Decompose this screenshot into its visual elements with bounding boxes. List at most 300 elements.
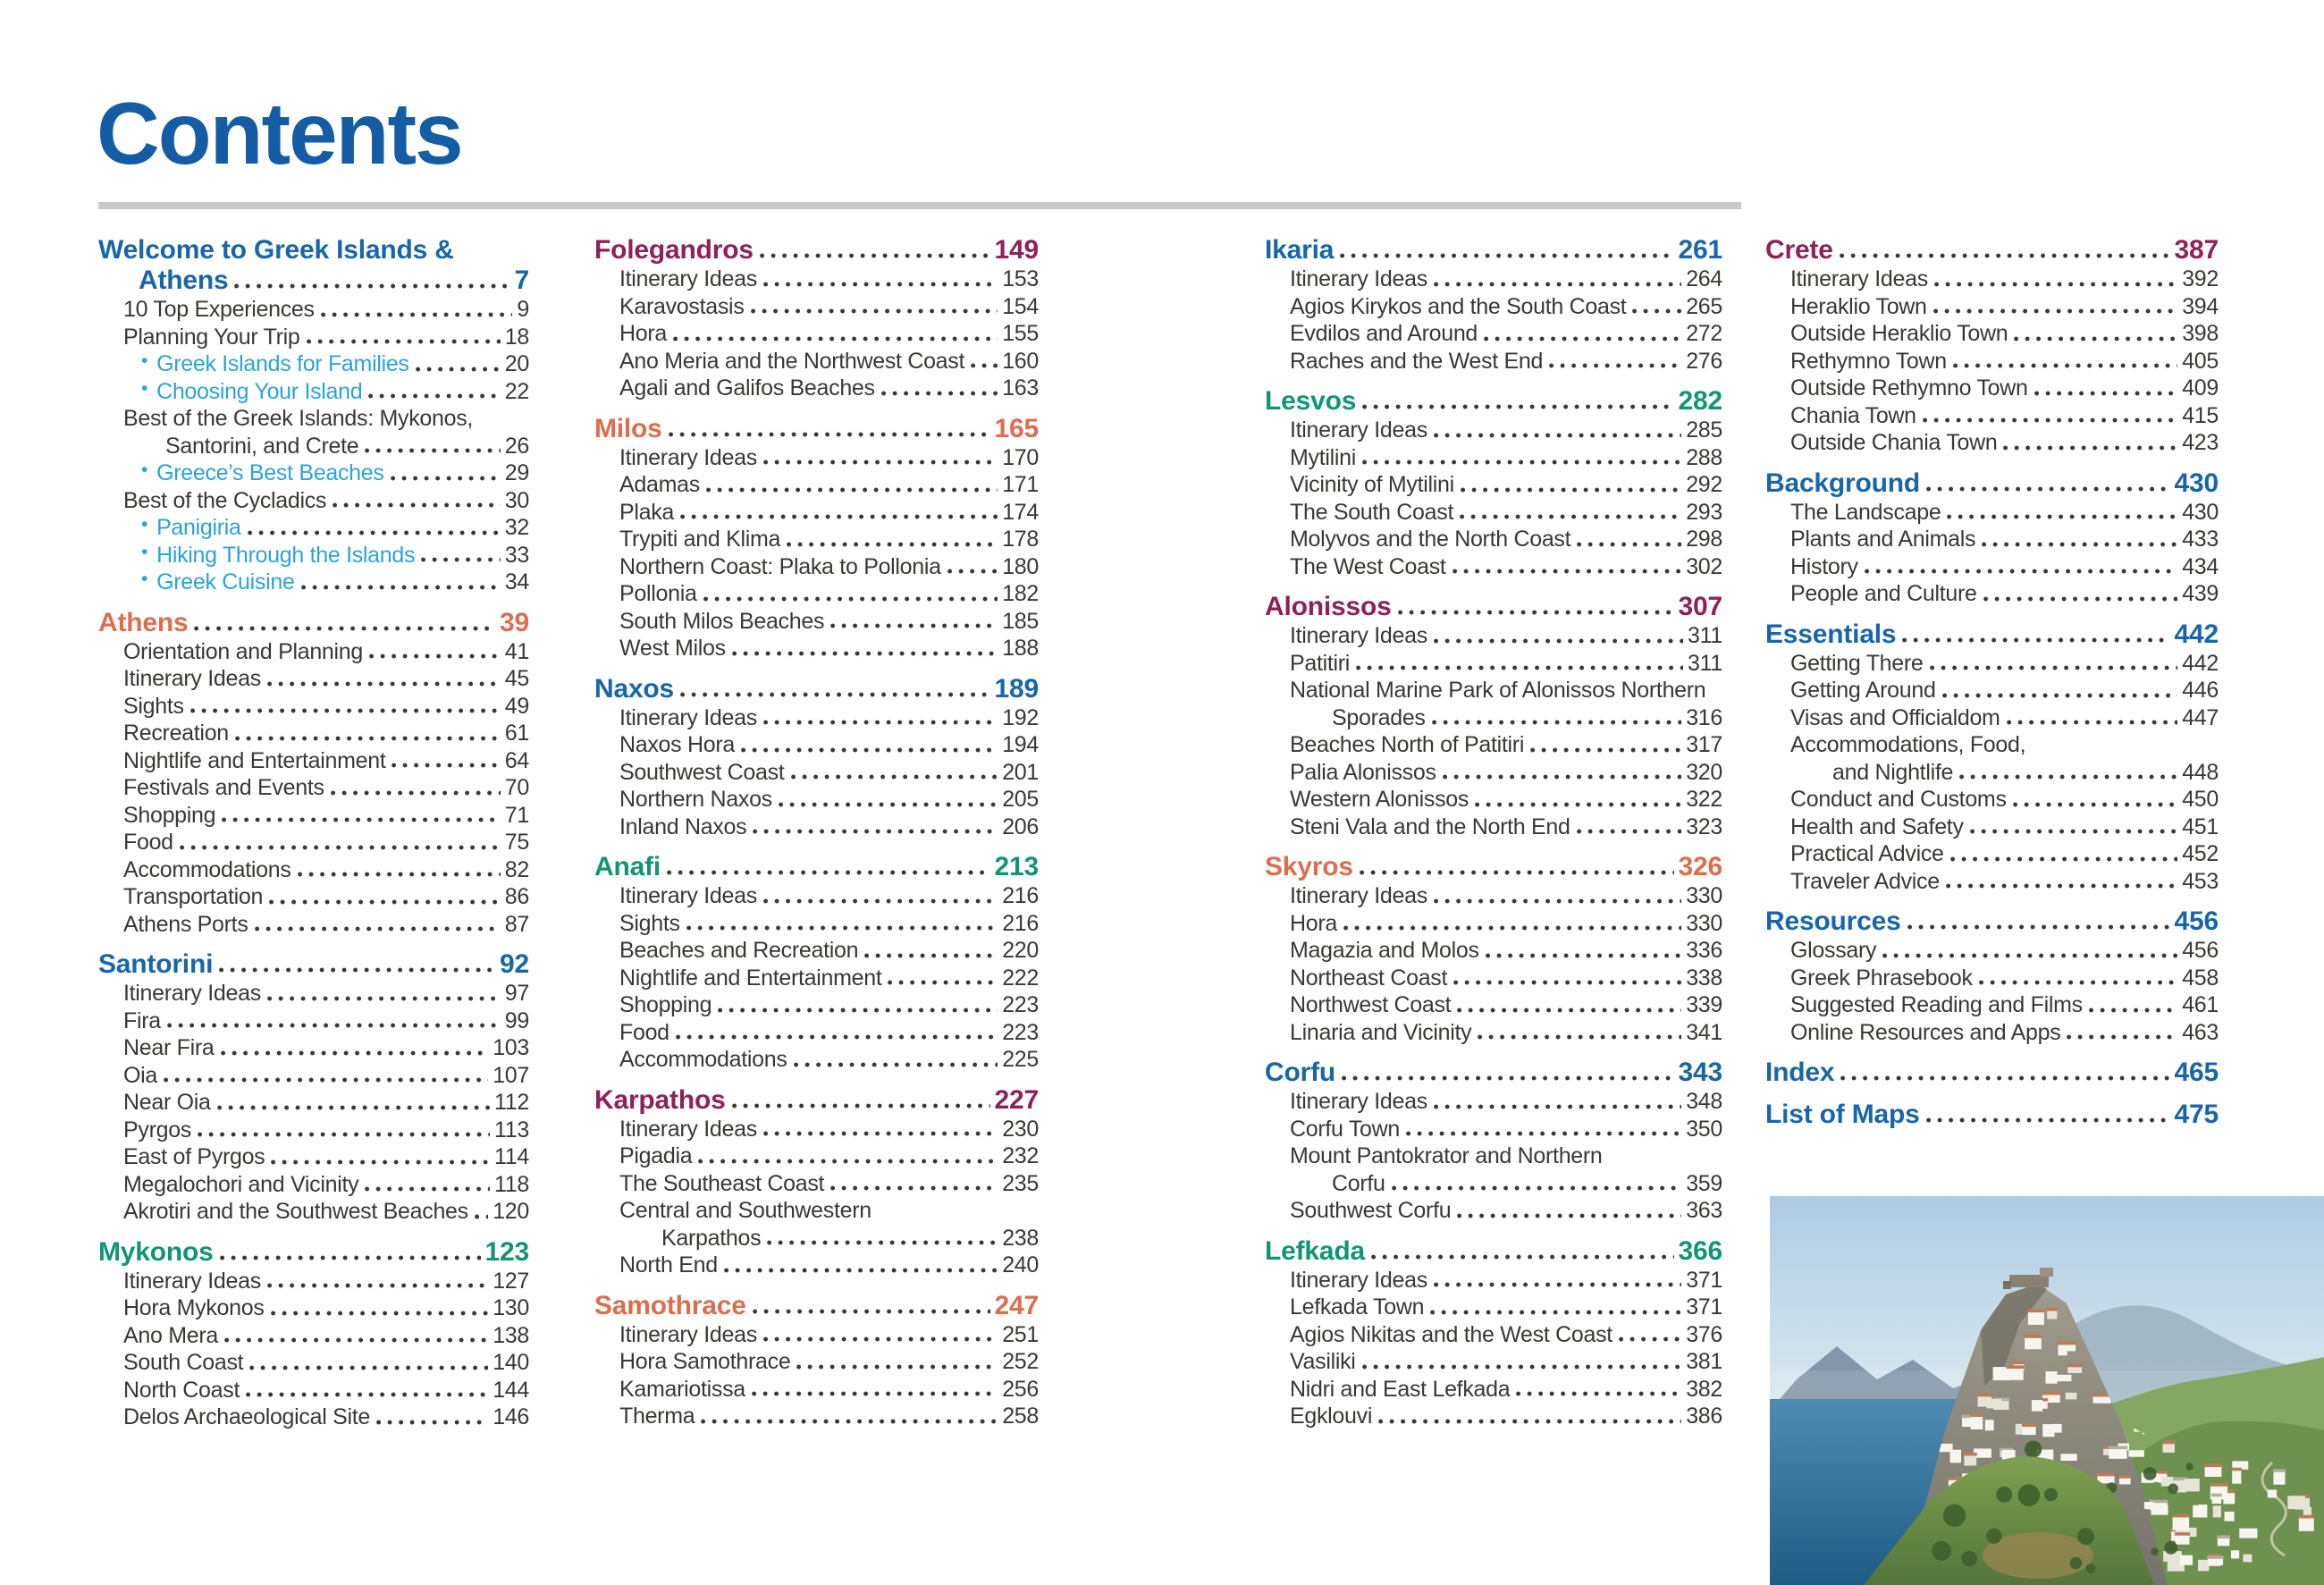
toc-entry [1765,840,2219,868]
section-page-number: 247 [994,1290,1039,1320]
toc-entry [1765,1019,2219,1047]
section-page-number: 307 [1678,592,1722,621]
toc-entry [98,459,529,487]
entry-page-number: 323 [1686,814,1722,839]
entry-page-number: 201 [1002,759,1039,785]
entry-label: Itinerary Ideas [619,1116,757,1142]
leader-dots [680,690,989,699]
section-title: Skyros [1265,852,1353,881]
leader-dots [767,1238,998,1247]
entry-label: Chania Town [1790,402,1916,428]
entry-label: North Coast [123,1377,240,1403]
leader-dots [298,870,501,879]
entry-page-number: 118 [494,1171,529,1197]
leader-dots [796,1362,998,1371]
entry-page-number: 450 [2182,787,2219,812]
entry-page-number: 394 [2182,293,2219,319]
entry-page-number: 448 [2182,759,2219,785]
toc-entry [98,774,529,802]
entry-page-number: 223 [1002,1019,1039,1045]
toc-entry [98,802,529,830]
entry-label: Northwest Coast [1290,992,1452,1017]
entry-page-number: 170 [1002,444,1039,470]
leader-dots [718,1006,998,1015]
toc-entry [98,514,529,542]
bullet-icon: • [141,377,148,399]
entry-page-number: 336 [1686,938,1722,963]
toc-entry [98,235,529,266]
leader-dots [1947,512,2177,521]
leader-dots [1950,855,2178,864]
leader-dots [1902,636,2169,645]
entry-label: Shopping [123,802,216,828]
entry-page-number: 341 [1686,1019,1722,1045]
toc-entry [1765,731,2219,759]
toc-entry [1265,759,1722,787]
toc-entry [98,980,529,1007]
entry-label: Karavostasis [619,293,745,319]
entry-page-number: 18 [504,324,529,350]
toc-entry [594,320,1039,348]
entry-page-number: 230 [1002,1116,1039,1142]
leader-dots [301,583,501,592]
bullet-icon: • [141,514,148,535]
entry-label: Vasiliki [1290,1349,1356,1374]
entry-label: Molyvos and the North Coast [1290,527,1571,552]
leader-dots [365,1185,490,1193]
entry-page-number: 376 [1686,1321,1722,1347]
entry-label: West Milos [619,636,726,661]
leader-dots [167,1021,501,1030]
toc-entry [594,580,1039,608]
entry-label: Itinerary Ideas [123,1268,261,1294]
entry-label: Shopping [619,992,712,1017]
bullet-icon: • [141,459,148,480]
entry-label-line2: and Nightlife [1832,759,1954,785]
toc-section [1265,592,1722,840]
leader-dots [222,815,501,824]
entry-label: National Marine Park of Alonissos Northern [1290,678,1706,703]
leader-dots [680,512,998,521]
toc-entry [594,1348,1039,1376]
entry-label: Itinerary Ideas [619,883,757,908]
leader-dots [1432,718,1682,727]
entry-page-number: 61 [504,721,529,746]
entry-page-number: 185 [1002,608,1039,634]
toc-entry [1265,786,1722,814]
toc-section [594,235,1039,402]
toc-entry [594,375,1039,402]
entry-label: Outside Heraklio Town [1790,321,2008,346]
entry-label: Itinerary Ideas [1290,883,1427,908]
leader-dots [219,965,495,974]
entry-label: South Milos Beaches [619,608,825,634]
toc-section [1765,1100,2219,1130]
entry-label: Orientation and Planning [123,638,363,664]
toc-entry [1765,704,2219,732]
leader-dots [763,458,998,467]
leader-dots [2013,800,2178,809]
leader-dots [1398,608,1674,617]
entry-page-number: 339 [1686,992,1722,1017]
toc-entry [594,965,1039,992]
entry-page-number: 317 [1686,732,1722,757]
leader-dots [1371,1252,1674,1261]
toc-entry [1265,1348,1722,1376]
entry-page-number: 45 [504,666,529,691]
toc-entry [1765,965,2219,992]
toc-entry [1265,1267,1722,1294]
toc-entry [594,1085,1039,1116]
leader-dots [1942,691,2178,700]
entry-label: Southwest Corfu [1290,1198,1452,1223]
entry-page-number: 216 [1002,910,1039,936]
entry-label: 10 Top Experiences [123,297,315,322]
toc-entry [594,608,1039,636]
leader-dots [732,1101,990,1110]
toc-section [98,1237,529,1431]
toc-entry [98,1007,529,1035]
entry-page-number: 75 [504,830,529,855]
entry-label: Naxos Hora [619,732,735,757]
toc-entry [1265,677,1722,704]
leader-dots [376,1418,488,1427]
entry-label: Corfu Town [1290,1116,1400,1142]
page-title: Contents [97,84,462,182]
leader-dots [1882,951,2177,960]
entry-page-number: 458 [2182,965,2219,991]
entry-label: Northern Coast: Plaka to Pollonia [619,553,941,579]
entry-page-number: 41 [504,638,529,664]
leader-dots [198,1130,490,1139]
leader-dots [164,1075,488,1084]
leader-dots [1342,1074,1674,1083]
toc-entry [98,1377,529,1404]
toc-section [98,608,529,939]
leader-dots [1530,746,1681,755]
entry-page-number: 71 [504,802,529,828]
toc-entry [1265,1236,1722,1267]
entry-page-number: 9 [517,297,529,322]
entry-label: Megalochori and Vicinity [123,1171,359,1197]
entry-page-number: 293 [1686,499,1722,525]
entry-page-number: 363 [1686,1198,1722,1223]
entry-label: Greek Phrasebook [1790,965,1973,991]
leader-dots [2007,718,2178,727]
toc-entry [1265,348,1722,375]
toc-section [1765,620,2219,896]
toc-entry [594,1170,1039,1198]
toc-entry [1265,386,1722,417]
toc-section [594,414,1039,662]
toc-entry [594,1403,1039,1430]
section-page-number: 213 [994,852,1039,881]
entry-page-number: 338 [1686,965,1722,991]
entry-page-number: 34 [504,569,529,594]
leader-dots [763,280,998,289]
entry-label: Central and Southwestern [619,1198,872,1223]
toc-entry [98,378,529,406]
leader-dots [234,282,509,291]
toc-entry [594,674,1039,704]
section-title-line2: Athens [139,266,229,295]
leader-dots [249,1363,488,1372]
leader-dots [724,1266,998,1275]
entry-page-number: 235 [1002,1170,1039,1196]
leader-dots [1356,663,1683,672]
leader-dots [269,898,501,906]
toc-entry [98,1089,529,1117]
toc-section [1765,1058,2219,1088]
entry-page-number: 114 [494,1144,529,1169]
entry-page-number: 70 [504,775,529,800]
entry-page-number: 82 [504,856,529,882]
toc-entry [1265,1170,1722,1198]
entry-label: Traveler Advice [1790,868,1940,894]
entry-label: Adamas [619,472,700,497]
leader-dots [1959,772,2177,781]
entry-label: Rethymno Town [1790,348,1947,374]
entry-page-number: 26 [504,433,529,459]
entry-label: Nightlife and Entertainment [123,747,386,773]
entry-page-number: 194 [1002,732,1039,757]
toc-entry [98,1143,529,1171]
entry-label: Hora [1290,910,1337,936]
entry-label: The Southeast Coast [619,1170,825,1196]
leader-dots [1460,512,1681,521]
toc-section [98,949,529,1226]
toc-section [594,852,1039,1074]
leader-dots [752,1389,998,1398]
leader-dots [1926,1116,2170,1125]
entry-page-number: 216 [1002,883,1039,908]
entry-label: Recreation [123,721,229,746]
section-title: Resources [1765,906,1901,936]
toc-entry [1265,991,1722,1019]
toc-entry [98,949,529,980]
entry-label: Itinerary Ideas [1290,623,1427,648]
toc-entry [594,991,1039,1019]
leader-dots [706,485,998,494]
entry-page-number: 206 [1002,814,1039,839]
toc-entry [1265,650,1722,678]
section-title: Ikaria [1265,235,1335,265]
toc-entry [98,433,529,460]
entry-label: Itinerary Ideas [619,266,757,291]
leader-dots [1430,1308,1681,1317]
section-page-number: 123 [484,1236,529,1267]
entry-page-number: 405 [2182,348,2219,374]
entry-label: The West Coast [1290,553,1446,579]
entry-page-number: 33 [504,542,529,568]
leader-dots [763,718,998,727]
toc-entry [1765,814,2219,841]
section-title: Samothrace [594,1290,746,1320]
toc-entry [1765,553,2219,581]
leader-dots [753,827,998,836]
toc-entry [1265,293,1722,321]
entry-page-number: 220 [1002,938,1039,963]
leader-dots [1434,280,1681,289]
toc-entry [594,704,1039,732]
entry-label: Vicinity of Mytilini [1290,472,1454,497]
entry-page-number: 398 [2182,321,2219,346]
entry-page-number: 409 [2182,375,2219,400]
leader-dots [864,951,998,960]
toc-entry [594,852,1039,882]
toc-section [594,1085,1039,1279]
toc-entry [98,883,529,911]
entry-label: Itinerary Ideas [1290,1089,1427,1114]
entry-page-number: 382 [1686,1376,1722,1402]
entry-page-number: 205 [1002,787,1039,812]
entry-page-number: 192 [1002,704,1039,730]
entry-page-number: 171 [1002,472,1039,497]
entry-label: Agali and Galifos Beaches [619,375,875,400]
entry-page-number: 182 [1002,581,1039,606]
leader-dots [271,1158,490,1167]
entry-label: Hora Samothrace [619,1349,791,1374]
entry-label: Panigiria [156,515,241,540]
toc-entry [98,405,529,433]
entry-label: North End [619,1252,718,1277]
entry-label: Palia Alonissos [1290,759,1436,785]
entry-label: Patitiri [1290,650,1351,676]
toc-entry [98,324,529,351]
toc-entry [1265,1116,1722,1143]
leader-dots [2003,443,2177,452]
entry-label: Magazia and Molos [1290,938,1479,963]
entry-page-number: 256 [1002,1376,1039,1402]
leader-dots [416,365,501,374]
entry-label: Best of the Greek Islands: Mykonos, [123,406,474,431]
toc-entry [594,937,1039,965]
leader-dots [1343,923,1681,932]
section-title: Naxos [594,673,675,704]
toc-entry [1265,1019,1722,1047]
toc-entry [1265,731,1722,759]
entry-label: Sights [619,910,680,936]
toc-entry [1765,868,2219,896]
leader-dots [1362,1362,1682,1371]
entry-page-number: 232 [1002,1143,1039,1168]
entry-label: Pollonia [619,581,697,606]
entry-page-number: 316 [1686,704,1722,730]
toc-section [1765,468,2219,608]
leader-dots [267,679,501,688]
leader-dots [1926,485,2170,493]
entry-label: Inland Naxos [619,814,747,839]
leader-dots [753,1307,990,1316]
entry-page-number: 434 [2182,553,2219,579]
entry-label: Heraklio Town [1790,293,1927,319]
toc-entry [594,1291,1039,1321]
entry-label: Itinerary Ideas [1290,1267,1427,1293]
entry-label: Getting There [1790,650,1924,676]
leader-dots [760,251,990,260]
leader-dots [331,788,501,797]
entry-page-number: 225 [1002,1047,1039,1072]
toc-entry [1765,991,2219,1019]
leader-dots [1434,1102,1681,1111]
section-title: Crete [1765,235,1833,265]
toc-entry [594,348,1039,375]
island-village-illustration [1770,1196,2324,1585]
entry-page-number: 155 [1002,321,1039,346]
toc-entry [1265,592,1722,622]
entry-label: Hiking Through the Islands [156,542,416,568]
entry-label: The Landscape [1790,499,1941,525]
title-divider [98,202,1741,209]
entry-page-number: 154 [1002,293,1039,319]
entry-label: Trypiti and Klima [619,527,781,552]
toc-entry [98,542,529,569]
entry-page-number: 288 [1686,444,1722,470]
section-title: Lefkada [1265,1235,1365,1266]
entry-page-number: 30 [504,487,529,513]
entry-label: Western Alonissos [1290,787,1469,812]
leader-dots [1434,637,1683,645]
section-title: Athens [98,607,189,637]
entry-page-number: 371 [1686,1267,1722,1293]
entry-label: Agios Nikitas and the West Coast [1290,1321,1612,1347]
entry-page-number: 322 [1686,787,1722,812]
toc-entry [594,1321,1039,1349]
entry-page-number: 97 [504,981,529,1006]
toc-entry [594,1197,1039,1225]
entry-label: Greek Cuisine [156,569,295,594]
entry-page-number: 99 [504,1007,529,1033]
entry-page-number: 163 [1002,375,1039,400]
entry-page-number: 461 [2182,992,2219,1017]
leader-dots [763,897,998,906]
leader-dots [751,307,998,316]
leader-dots [1434,1280,1681,1289]
leader-dots [224,1336,488,1345]
entry-page-number: 252 [1002,1349,1039,1374]
entry-page-number: 138 [493,1322,529,1348]
leader-dots [391,474,501,483]
entry-label: Itinerary Ideas [1290,417,1427,443]
entry-page-number: 113 [494,1117,529,1142]
entry-page-number: 371 [1686,1294,1722,1319]
leader-dots [1907,923,2170,932]
leader-dots [1516,1389,1681,1398]
leader-dots [1923,416,2177,425]
entry-page-number: 20 [504,351,529,376]
bullet-icon: • [141,350,148,371]
toc-section [1765,906,2219,1046]
toc-entry [1265,882,1722,910]
toc-entry [594,414,1039,444]
entry-label: The South Coast [1290,499,1454,525]
toc-entry [1265,553,1722,581]
section-page-number: 430 [2174,468,2219,498]
entry-label: Mytilini [1290,444,1356,470]
toc-entry [1765,468,2219,499]
toc-entry [594,1046,1039,1074]
entry-label: Itinerary Ideas [123,666,261,691]
section-page-number: 261 [1678,235,1722,265]
entry-label: Glossary [1790,938,1877,963]
toc-entry [1765,906,2219,937]
leader-dots [1461,485,1681,494]
toc-entry [594,1225,1039,1252]
toc-column-1 [98,235,529,1431]
entry-label: Near Oia [123,1090,211,1115]
leader-dots [1360,868,1674,877]
entry-label: Best of the Cycladics [123,487,327,513]
